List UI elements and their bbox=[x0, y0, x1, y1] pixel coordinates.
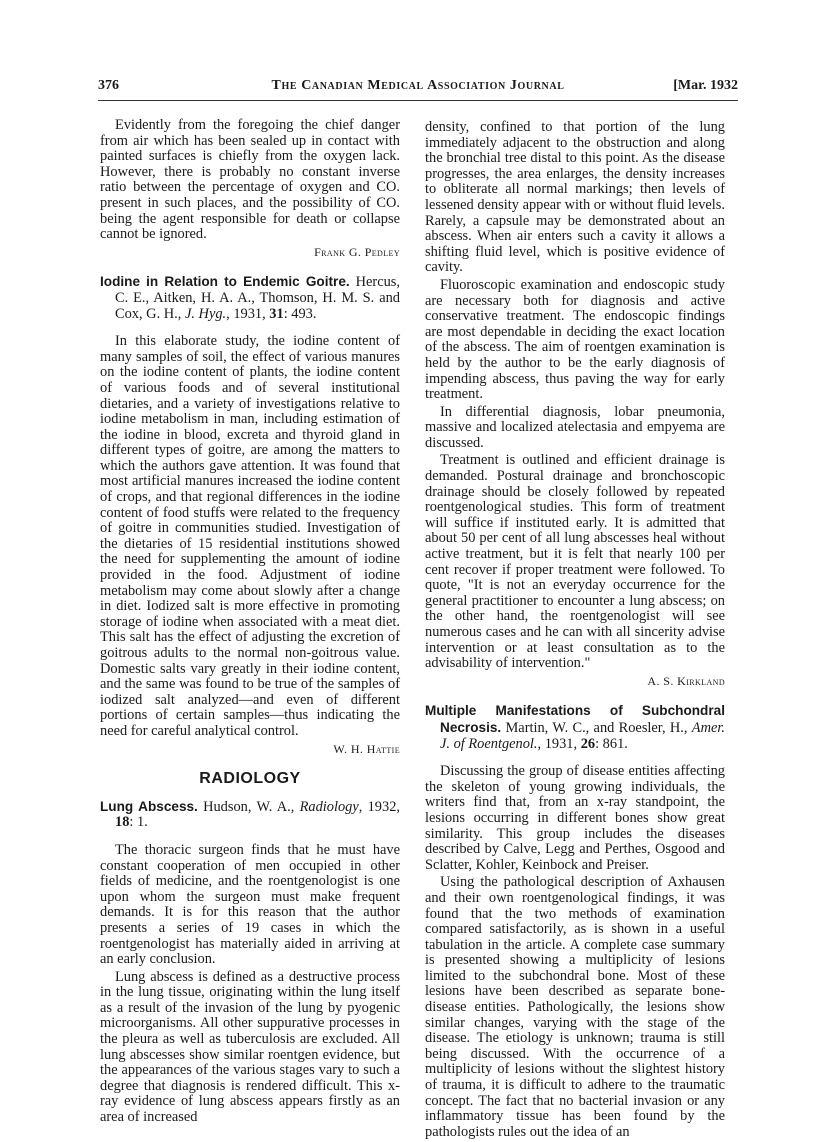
article-year: , 1931, bbox=[537, 735, 581, 752]
article-title: Lung Abscess. bbox=[100, 798, 198, 814]
right-column bbox=[425, 120, 725, 1142]
article-heading-subchondral-necrosis bbox=[425, 703, 725, 752]
signature: Frank G. Pedley bbox=[314, 244, 400, 259]
signature: A. S. Kirkland bbox=[647, 673, 725, 688]
paragraph: Evidently from the foregoing the chief danger from air which has been sealed up in contact with painted surfaces is chiefly from the oxygen lack. However, there is probably no constant inverse ratio between the percentage of oxygen and CO. present in such places, and the possibility of CO. being the agent responsible for death or collapse cannot be ignored. bbox=[100, 117, 400, 243]
article-volume: 31 bbox=[269, 305, 284, 322]
article-title: Multiple Manifestations of Subchondral Necrosis. bbox=[425, 703, 725, 735]
left-column bbox=[100, 118, 400, 1128]
paragraph: Lung abscess is defined as a destructive process in the lung tissue, originating within the lung itself as a result of the invasion of the lung by pyogenic microorganisms. All other suppurative processes in the pleura as well as tuberculosis are excluded. All lung abscesses show similar roentgen evidence, but the appearances of the various stages vary to such a degree that diagnosis is rendered difficult. This x-ray evidence of lung abscess appears firstly as an area of increased bbox=[100, 968, 400, 1126]
running-header bbox=[98, 78, 738, 101]
paragraph: Discussing the group of disease entities affecting the skeleton of young growing individuals, the writers find that, from an x-ray standpoint, the lesions occurring in different bones show great similarity. This group includes the diseases described by Calve, Legg and Perthes, Osgood and Sclatter, Kohler, Keinbock and Preiser. bbox=[425, 763, 725, 873]
article-journal: Amer. J. of Roentgenol. bbox=[440, 719, 725, 752]
signature: W. H. Hattie bbox=[333, 741, 400, 756]
article-title: Iodine in Relation to Endemic Goitre. bbox=[100, 274, 350, 290]
article-volume: 18 bbox=[115, 814, 130, 831]
paragraph: In differential diagnosis, lobar pneumonia, massive and localized atelectasia and empyema are discussed. bbox=[425, 403, 725, 451]
paragraph: Using the pathological description of Axhausen and their own roentgenological findings, it was found that the two methods of examination compared satisfactorily, as is shown in a useful tabulation in the article. A complete case summary is presented showing a multiplicity of lesions limited to the subchondral bone. Most of these lesions have been described as separate bone-disease entities. Pathologically, the lesions show similar changes, varying with the stage of the disease. The etiology is unknown; trauma is still being discussed. With the occurrence of a multiplicity of lesions without the slightest history of trauma, it is difficult to adhere to the traumatic concept. The fact that no bacterial invasion or any inflammatory tissue has been found by the pathologists rules out the idea of an bbox=[425, 874, 725, 1140]
paragraph: density, confined to that portion of the lung immediately adjacent to the obstruction and along the bronchial tree distal to this point. As the disease progresses, the area enlarges, the density increases to obliterate all normal markings; then levels of lessened density appear with or without fluid levels. Rarely, a capsule may be demonstrated about an abscess. When air enters such a cavity it allows a shifting fluid level, which is positive evidence of cavity. bbox=[425, 119, 725, 276]
article-authors: Hudson, W. A., bbox=[203, 798, 300, 815]
article-authors: Hercus, C. E., Aitken, H. A. A., Thomson, H. M. S. and Cox, G. H., bbox=[115, 274, 400, 322]
paragraph: The thoracic surgeon finds that he must have constant cooperation of men occupied in other fields of medicine, and the roentgenologist is one upon whom the surgeon must make frequent demands. It is for this reason that the author presents a series of 19 cases in which the roentgenologist has materially aided in arriving at an early conclusion. bbox=[100, 841, 400, 968]
paragraph: In this elaborate study, the iodine content of many samples of soil, the effect of various manures on the iodine content of plants, the iodine content of various foods and of several institutional dietaries, and a variety of investigations relative to iodine metabolism in man, including estimation of the iodine in blood, excreta and thyroid gland in different types of goitre, are among the matters to which the authors gave attention. It was found that most artificial manures increased the iodine content of crops, and that regional differences in the iodine content of food stuffs were related to the frequency of goitre in communities studied. Investigation of the dietaries of 15 residential institutions showed the need for supplementing the amount of iodine provided in the food. Adjustment of iodine metabolism may come about slowly after a change in diet. Iodized salt is more effective in promoting storage of iodine when associated with a meat diet. This salt has the effect of adjusting the excretion of goitrous adults to the normal non-goitrous value. Domestic salts vary greatly in their iodine content, and the same was found to be true of the samples of iodized salt analyzed—and even of different portions of certain samples—thus indicating the need for careful analytical control. bbox=[100, 333, 400, 739]
article-page: : 1. bbox=[129, 814, 148, 831]
article-year: , 1932, bbox=[358, 798, 400, 815]
journal-title: The Canadian Medical Association Journal bbox=[271, 78, 565, 93]
paragraph: Treatment is outlined and efficient drainage is demanded. Postural drainage and bronchoscopic drainage should be closely followed by repeated roentgenological studies. This form of treatment will suffice if instituted early. It is admitted that about 50 per cent of all lung abscesses heal without active treatment, but it is felt that nearly 100 per cent recover if proper treatment were followed. To quote, "It is not an everyday occurrence for the general practitioner to encounter a lung abscess; on the other hand, the roentgenologist will see numerous cases and he can with all sincerity advise intervention or at least consultation as to the advisability of intervention." bbox=[425, 452, 725, 672]
section-heading: RADIOLOGY bbox=[199, 770, 301, 788]
article-journal: Radiology bbox=[299, 798, 359, 815]
issue-date: [Mar. 1932 bbox=[673, 78, 738, 93]
page-number: 376 bbox=[98, 78, 119, 93]
article-journal: J. Hyg. bbox=[184, 305, 227, 322]
article-heading-lung-abscess bbox=[100, 799, 400, 831]
article-volume: 26 bbox=[580, 735, 596, 752]
article-heading-iodine bbox=[100, 274, 400, 322]
article-year: , 1931, bbox=[226, 305, 270, 322]
article-authors: Martin, W. C., and Roesler, H., bbox=[505, 719, 692, 736]
paragraph: Fluoroscopic examination and endoscopic study are necessary both for diagnosis and active conservative treatment. The endoscopic findings are most dependable in deciding the exact location of the abscess. The aim of roentgen examination is held by the author to be the early diagnosis of impending abscess, thus paving the way for early treatment. bbox=[425, 276, 725, 403]
article-page: : 861. bbox=[595, 735, 628, 752]
article-page: : 493. bbox=[283, 305, 317, 322]
